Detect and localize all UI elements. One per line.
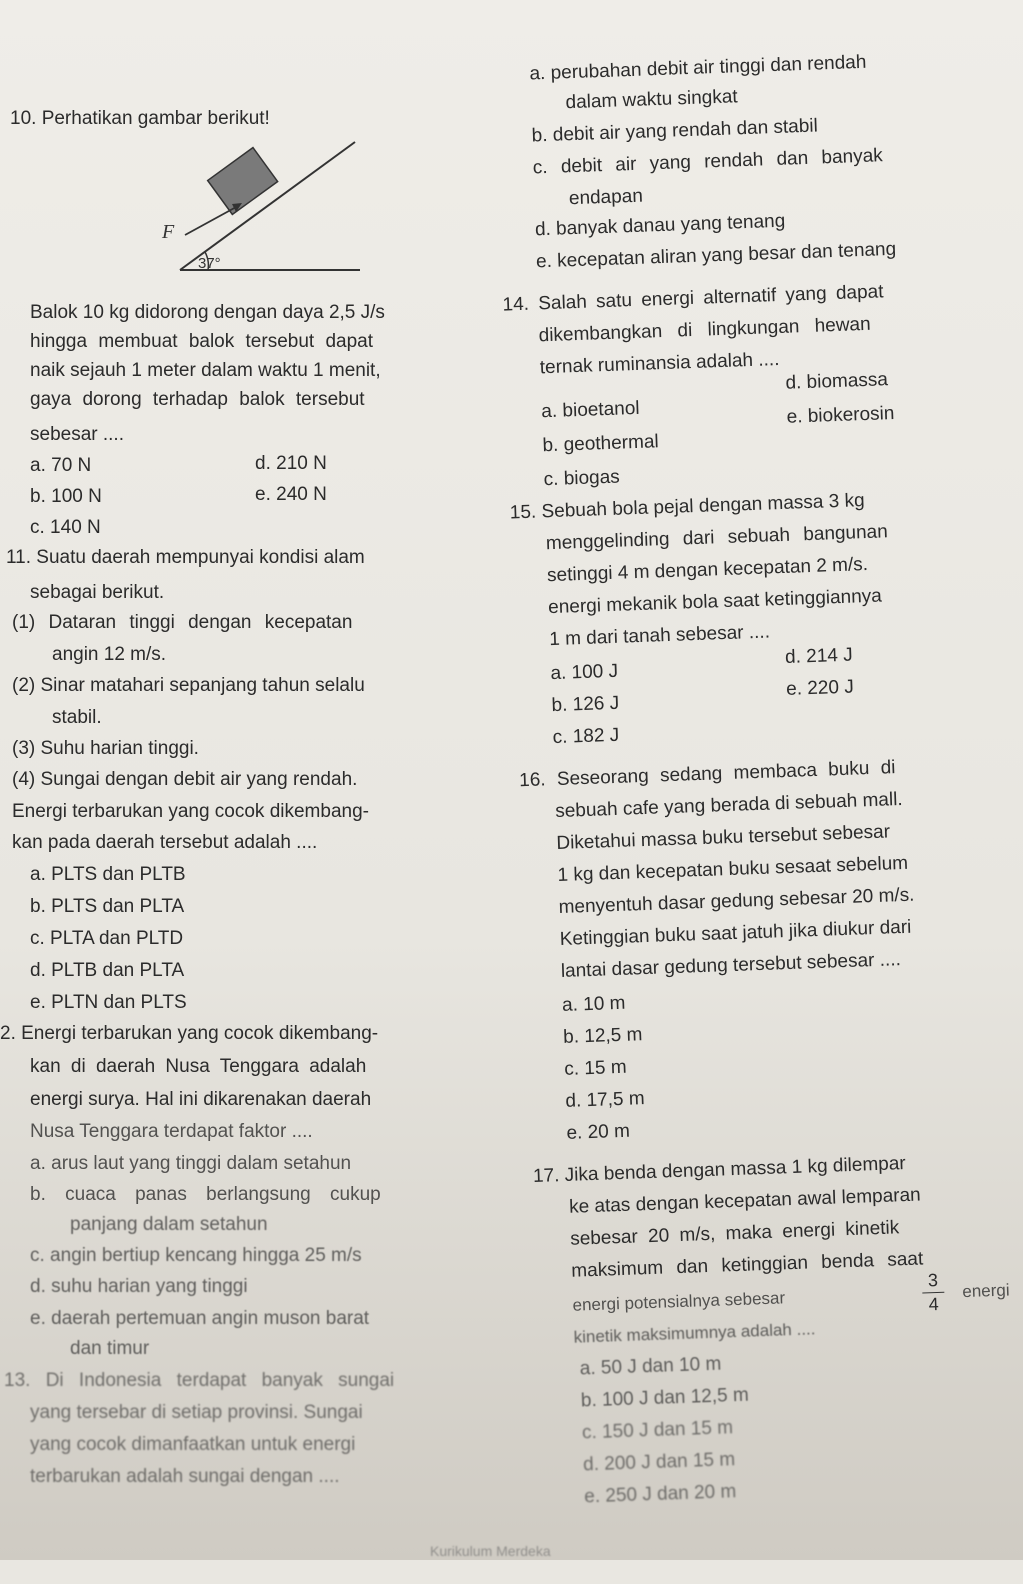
q15-text-line: 15. Sebuah bola pejal dengan massa 3 kg <box>509 490 865 524</box>
angle-label: 37° <box>198 255 221 272</box>
q13-option[interactable]: e. kecepatan aliran yang besar dan tenang <box>535 238 897 273</box>
q12-option[interactable]: d. suhu harian yang tinggi <box>30 1276 248 1297</box>
q14-text-line: dikembangkan di lingkungan hewan <box>538 313 871 347</box>
q11-option[interactable]: a. PLTS dan PLTB <box>30 864 186 885</box>
q11-text-line: (1) Dataran tinggi dengan kecepatan <box>12 612 353 633</box>
q11-text-line: stabil. <box>52 707 102 728</box>
q14-option[interactable]: a. bioetanol <box>540 397 640 423</box>
q10-option[interactable]: c. 140 N <box>30 517 101 538</box>
q12-text-line: 2. Energi terbarukan yang cocok dikembang- <box>0 1023 379 1044</box>
three-quarter-fraction <box>922 1270 946 1316</box>
q11-option[interactable]: d. PLTB dan PLTA <box>30 960 185 981</box>
q13-option-cont: endapan <box>568 185 644 210</box>
fraction-denominator: 4 <box>928 1293 940 1315</box>
q15-text-line: 1 m dari tanah sebesar .... <box>548 621 771 651</box>
q15-option[interactable]: b. 126 J <box>551 692 620 717</box>
q11-text-line: (3) Suhu harian tinggi. <box>12 738 199 759</box>
q16-text-line: 1 kg dan kecepatan buku sesaat sebelum <box>557 852 909 887</box>
q11-text-line: angin 12 m/s. <box>52 644 167 665</box>
q11-text-line: Energi terbarukan yang cocok dikembang- <box>12 801 369 822</box>
q16-text-line: Diketahui massa buku tersebut sebesar <box>556 821 891 855</box>
q16-text-line: menyentuh dasar gedung sebesar 20 m/s. <box>558 884 915 918</box>
q13-option[interactable]: b. debit air yang rendah dan stabil <box>531 115 819 147</box>
q17-text-line: ke atas dengan kecepatan awal lemparan <box>568 1184 922 1218</box>
q12-text-line: energi surya. Hal ini dikarenakan daerah <box>30 1089 372 1110</box>
force-label: F <box>162 221 175 243</box>
q11-option[interactable]: c. PLTA dan PLTD <box>30 928 184 949</box>
q13-option[interactable]: a. perubahan debit air tinggi dan rendah <box>529 51 867 85</box>
q17-text-line: kinetik maksimumnya adalah .... <box>573 1319 816 1347</box>
q10-text-line: hingga membuat balok tersebut dapat <box>30 331 373 352</box>
q16-text-line: Ketinggian buku saat jatuh jika diukur dari <box>559 916 912 950</box>
q17-text-line: maksimum dan ketinggian benda saat <box>571 1248 924 1282</box>
q14-option[interactable]: d. biomassa <box>785 369 889 394</box>
q16-text-line: sebuah cafe yang berada di sebuah mall. <box>554 788 904 823</box>
q13-text-line: yang tersebar di setiap provinsi. Sungai <box>30 1402 363 1423</box>
q12-text-line: Nusa Tenggara terdapat faktor .... <box>30 1121 313 1142</box>
q16-option[interactable]: d. 17,5 m <box>565 1088 645 1112</box>
q16-option[interactable]: e. 20 m <box>566 1120 631 1144</box>
q13-text-line: 13. Di Indonesia terdapat banyak sungai <box>4 1370 395 1391</box>
q10-option[interactable]: d. 210 N <box>255 453 327 474</box>
q17-text-line: 17. Jika benda dengan massa 1 kg dilempar <box>532 1153 907 1188</box>
q15-option[interactable]: e. 220 J <box>785 676 855 700</box>
q14-option[interactable]: e. biokerosin <box>786 402 895 428</box>
q14-text-line: 14. Salah satu energi alternatif yang dapat <box>502 281 884 316</box>
q12-option[interactable]: e. daerah pertemuan angin muson barat <box>30 1308 370 1329</box>
q17-option[interactable]: b. 100 J dan 12,5 m <box>580 1384 750 1412</box>
q10-text-line: gaya dorong terhadap balok tersebut <box>30 389 365 410</box>
q14-option[interactable]: b. geothermal <box>542 431 660 457</box>
q17-text-line: energi potensialnya sebesar <box>572 1288 786 1315</box>
q12-option[interactable]: a. arus laut yang tinggi dalam setahun <box>30 1153 352 1174</box>
q10-text-line: Balok 10 kg didorong dengan daya 2,5 J/s <box>30 302 385 323</box>
q16-text-line: lantai dasar gedung tersebut sebesar .... <box>560 949 902 982</box>
q12-option-cont: dan timur <box>70 1338 150 1359</box>
q17-option[interactable]: a. 50 J dan 10 m <box>579 1353 722 1380</box>
q11-option[interactable]: b. PLTS dan PLTA <box>30 896 185 917</box>
q17-option[interactable]: d. 200 J dan 15 m <box>582 1449 736 1476</box>
q10-text-line: sebesar .... <box>30 424 124 445</box>
q11-text-line: sebagai berikut. <box>30 582 165 603</box>
q14-text-line: ternak ruminansia adalah .... <box>539 348 780 379</box>
q12-option-cont: panjang dalam setahun <box>70 1214 268 1235</box>
q16-option[interactable]: b. 12,5 m <box>562 1024 643 1048</box>
q16-option[interactable]: c. 15 m <box>563 1056 627 1080</box>
q10-option[interactable]: b. 100 N <box>30 486 102 507</box>
q15-text-line: energi mekanik bola saat ketinggiannya <box>547 585 883 619</box>
q17-option[interactable]: c. 150 J dan 15 m <box>581 1417 734 1444</box>
q11-text-line: (4) Sungai dengan debit air yang rendah. <box>12 769 358 790</box>
q13-option-cont: dalam waktu singkat <box>565 86 739 114</box>
q11-option[interactable]: e. PLTN dan PLTS <box>30 992 187 1013</box>
q13-text-line: yang cocok dimanfaatkan untuk energi <box>30 1434 356 1455</box>
q17-option[interactable]: e. 250 J dan 20 m <box>583 1481 737 1508</box>
q16-text-line: 16. Seseorang sedang membaca buku di <box>518 757 896 792</box>
q15-text-line: setinggi 4 m dengan kecepatan 2 m/s. <box>546 554 869 587</box>
q10-option[interactable]: a. 70 N <box>30 455 92 476</box>
q12-option[interactable]: b. cuaca panas berlangsung cukup <box>30 1184 381 1205</box>
q15-text-line: menggelinding dari sebuah bangunan <box>545 521 889 555</box>
q16-option[interactable]: a. 10 m <box>561 992 626 1016</box>
q15-option[interactable]: d. 214 J <box>784 644 854 668</box>
q13-text-line: terbarukan adalah sungai dengan .... <box>30 1466 340 1487</box>
q15-option[interactable]: a. 100 J <box>550 660 619 685</box>
q11-text-line: 11. Suatu daerah mempunyai kondisi alam <box>6 547 365 568</box>
q17-text-line: sebesar 20 m/s, maka energi kinetik <box>569 1217 900 1250</box>
q11-text-line: kan pada daerah tersebut adalah .... <box>12 832 318 853</box>
q10-option[interactable]: e. 240 N <box>255 484 327 505</box>
q12-option[interactable]: c. angin bertiup kencang hingga 25 m/s <box>30 1245 362 1266</box>
fraction-numerator: 3 <box>927 1269 939 1291</box>
q15-option[interactable]: c. 182 J <box>552 724 620 749</box>
q13-option[interactable]: d. banyak danau yang tenang <box>534 210 786 241</box>
q11-text-line: (2) Sinar matahari sepanjang tahun selalu <box>12 675 365 696</box>
q10-title: 10. Perhatikan gambar berikut! <box>10 108 270 129</box>
footer-curriculum: Kurikulum Merdeka <box>430 1543 551 1559</box>
q10-text-line: naik sejauh 1 meter dalam waktu 1 menit, <box>30 360 381 381</box>
q12-text-line: kan di daerah Nusa Tenggara adalah <box>30 1056 367 1077</box>
q14-option[interactable]: c. biogas <box>543 466 621 491</box>
q13-option[interactable]: c. debit air yang rendah dan banyak <box>532 145 884 179</box>
q17-text-line: energi <box>961 1280 1010 1302</box>
